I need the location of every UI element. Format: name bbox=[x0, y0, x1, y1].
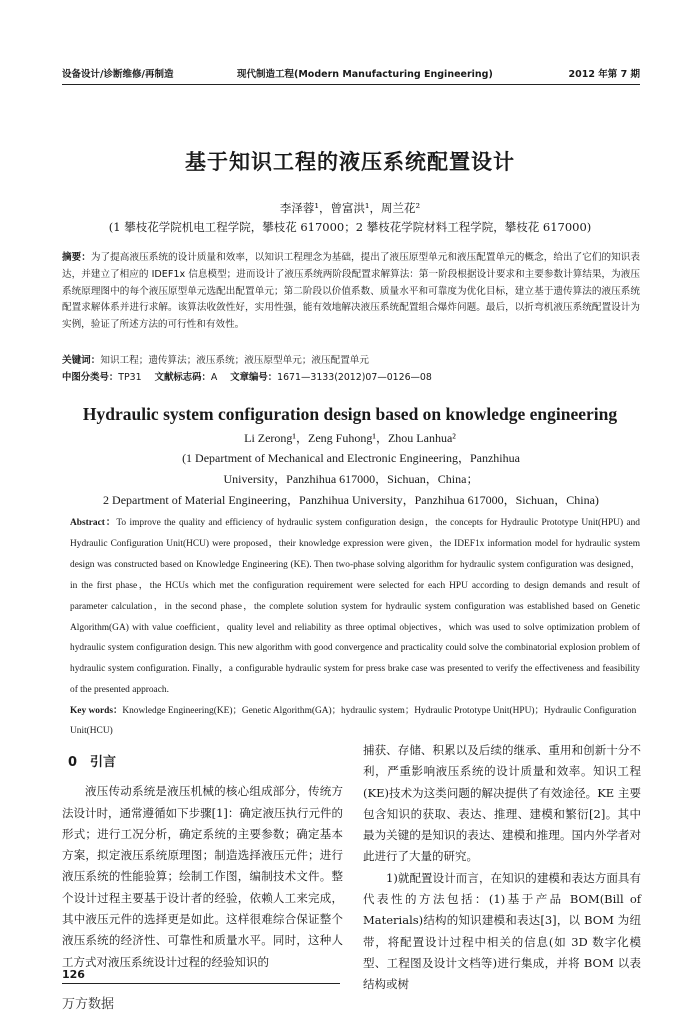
keywords-english-text: Knowledge Engineering(KE)；Genetic Algorithm(GA)；hydraulic system；Hydraulic Prototype Unit(HPU)；Hydraulic Configuration Unit(HCU) bbox=[70, 706, 637, 736]
header-issue: 2012 年第 7 期 bbox=[568, 69, 640, 80]
keywords-chinese bbox=[62, 352, 640, 366]
page-number: 126 bbox=[62, 968, 85, 981]
affiliation-english-line: University，Panzhihua 617000，Sichuan，China； bbox=[223, 472, 479, 486]
doc-code-label: 文献标志码： bbox=[154, 372, 211, 383]
abstract-chinese-text: 为了提高液压系统的设计质量和效率，以知识工程理念为基础，提出了液压原型单元和液压配置单元的概念，给出了它们的知识表达，并建立了相应的 IDEF1x 信息模型；进而设计了液压系统两阶段配置求解算法：第一阶段根据设计要求和主要参数计算结果，为液压系统原理图中的每个液压原型单元选配出配置单元；第二阶段以价值系数、质量水平和可靠度为优化目标，建立基于遗传算法的液压系统配置求解体系并进行求解。该算法收敛性好，实用性强，能有效地解决液压系统配置组合爆炸问题。最后，以折弯机液压系统配置设计为实例，验证了所述方法的可行性和有效性。 bbox=[62, 252, 641, 331]
abstract-chinese bbox=[62, 250, 640, 334]
classification-line bbox=[62, 369, 640, 383]
abstract-english bbox=[70, 513, 640, 701]
keywords-chinese-label: 关键词： bbox=[62, 355, 101, 366]
authors-english: Li Zerong¹，Zeng Fuhong¹，Zhou Lanhua² bbox=[244, 431, 456, 445]
article-number-value: 1671—3133(2012)07—0126—08 bbox=[277, 372, 432, 383]
running-header bbox=[62, 66, 640, 82]
footer-divider bbox=[62, 983, 340, 984]
title-chinese: 基于知识工程的液压系统配置设计 bbox=[185, 150, 515, 174]
body-column-right bbox=[363, 740, 641, 996]
body-paragraph: 1)就配置设计而言，在知识的建模和表达方面具有代表性的方法包括：(1)基于产品 BOM(Bill of Materials)结构的知识建模和表达[3]，以 BOM 为纽带，将配置设计过程中相关的信息(如 3D 数字化模型、工程图及设计文档等)进行集成，并将 BOM 以表结构或树 bbox=[363, 870, 641, 992]
section-heading: 0 引言 bbox=[68, 755, 117, 770]
affiliation-english bbox=[62, 448, 640, 511]
authors-chinese: 李泽蓉¹，曾富洪¹，周兰花² bbox=[279, 201, 421, 215]
abstract-english-label: Abstract： bbox=[70, 518, 117, 528]
header-journal: 现代制造工程(Modern Manufacturing Engineering) bbox=[237, 69, 493, 80]
keywords-english-label: Key words： bbox=[70, 706, 123, 716]
doc-code-value: A bbox=[210, 372, 218, 383]
affiliation-english-line: (1 Department of Mechanical and Electronic Engineering，Panzhihua bbox=[182, 451, 520, 465]
clc-value: TP31 bbox=[118, 372, 142, 383]
abstract-english-text: To improve the quality and efficiency of hydraulic system configuration design，the concepts for Hydraulic Prototype Unit(HPU) and Hydraulic Configuration Unit(HCU) were proposed，their knowledge expression were given，the IDEF1x information model for hydraulic system design was constructed based on Knowledge Engineering (KE). Then two-phase solving algorithm for hydraulic system configuration was designed，in the first phase，the HCUs which met the configuration requirement were selected for each HPU according to design demands and result of parameter calculation，in the second phase，the complete solution system for hydraulic system configuration was established based on Genetic Algorithm(GA) with value coefficient，quality level and reliability as three optimal objectives，which was used to solve optimization problem of hydraulic system configuration design. This new algorithm with good convergence and practicality could solve the combinatorial explosion problem of hydraulic system configuration. Finally，a configurable hydraulic system for press brake case was presented to verify the effectiveness and feasibility of the presented approach. bbox=[70, 518, 640, 696]
watermark: 万方数据 bbox=[62, 997, 115, 1012]
keywords-english bbox=[70, 701, 640, 741]
header-divider bbox=[62, 84, 640, 85]
keywords-chinese-text: 知识工程；遗传算法；液压系统；液压原型单元；液压配置单元 bbox=[100, 355, 369, 366]
body-column-left bbox=[62, 752, 343, 973]
affiliation-chinese: (1 攀枝花学院机电工程学院，攀枝花 617000；2 攀枝花学院材料工程学院，攀枝花 617000) bbox=[108, 220, 592, 234]
affiliation-english-line: 2 Department of Material Engineering，Panzhihua University，Panzhihua 617000，Sichuan，China) bbox=[103, 493, 599, 507]
clc-label: 中图分类号： bbox=[62, 372, 119, 383]
abstract-chinese-label: 摘要： bbox=[62, 252, 91, 263]
header-category: 设备设计/诊断维修/再制造 bbox=[62, 69, 174, 80]
title-english: Hydraulic system configuration design based on knowledge engineering bbox=[82, 404, 618, 424]
article-number-label: 文章编号： bbox=[230, 372, 278, 383]
body-paragraph: 液压传动系统是液压机械的核心组成部分，传统方法设计时，通常遵循如下步骤[1]：确定液压执行元件的形式；进行工况分析，确定系统的主要参数；确定基本方案，拟定液压系统原理图；制造选择液压元件；进行液压系统的性能验算；绘制工作图，编制技术文件。整个设计过程主要基于设计者的经验，依赖人工来完成，其中液压元件的选择更是如此。这样很难综合保证整个液压系统的经济性、可靠性和质量水平。同时，这种人工方式对液压系统设计过程的经验知识的 bbox=[62, 784, 343, 969]
body-paragraph: 捕获、存储、积累以及后续的继承、重用和创新十分不利，严重影响液压系统的设计质量和效率。知识工程(KE)技术为这类问题的解决提供了有效途径。KE 主要包含知识的获取、表达、推理、建模和繁衍[2]。其中最为关键的是知识的表达、建模和推理。国内外学者对此进行了大量的研究。 bbox=[363, 743, 641, 864]
